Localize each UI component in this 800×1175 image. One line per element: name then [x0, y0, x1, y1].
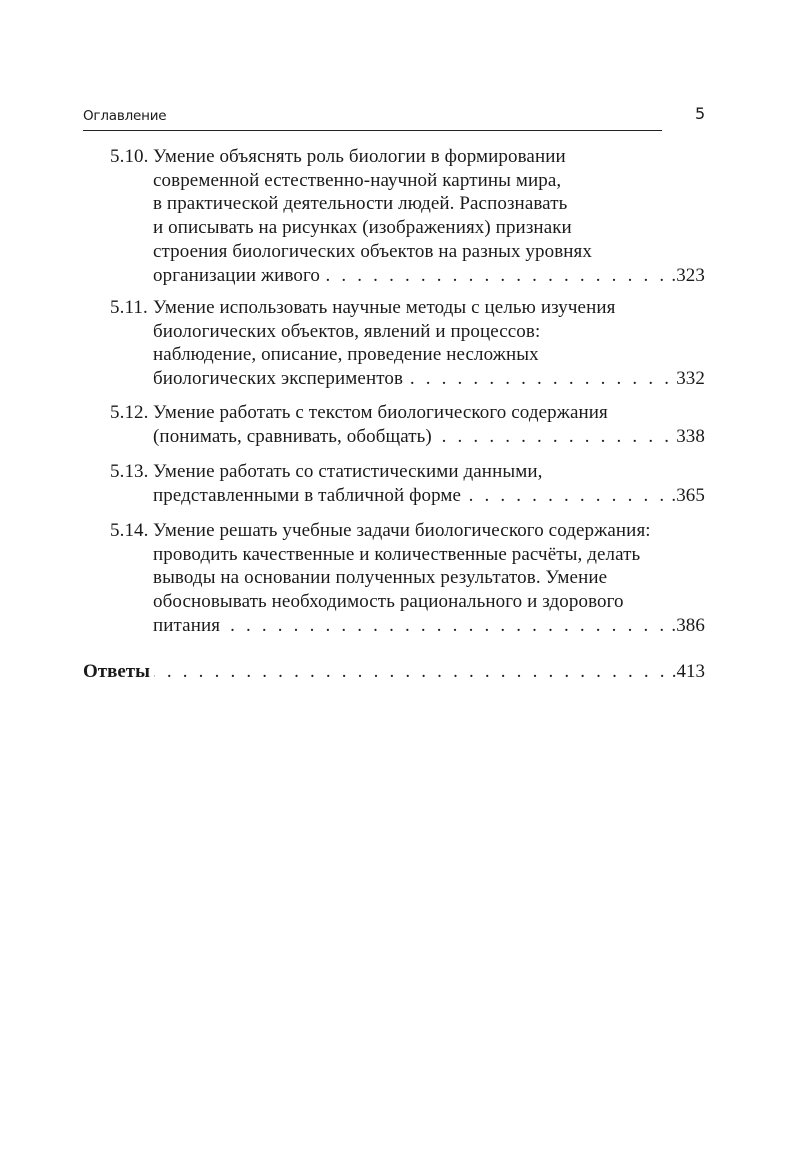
- toc-entry[interactable]: [110, 519, 705, 638]
- toc-entry[interactable]: [110, 145, 705, 287]
- toc-entry-line: и описывать на рисунках (изображениях) признаки: [153, 217, 572, 239]
- toc-entry-number: 5.12.: [110, 402, 149, 423]
- toc-entry-line: (понимать, сравнивать, обобщать): [153, 425, 432, 447]
- toc-entry[interactable]: [110, 401, 705, 448]
- dot-leader: [407, 367, 672, 391]
- dot-leader: [436, 425, 672, 449]
- dot-leader: [324, 264, 667, 288]
- toc-entry-line: современной естественно-научной картины мира,: [153, 169, 562, 191]
- toc-entry-line: организации живого: [153, 264, 321, 286]
- toc-entry-line: биологических экспериментов: [153, 368, 404, 390]
- toc-entry-line: в практической деятельности людей. Распознавать: [153, 193, 568, 215]
- toc-page-number: 338: [676, 425, 705, 447]
- toc-entry-answers[interactable]: [83, 660, 705, 684]
- toc-entry-last-line: [153, 264, 705, 288]
- header-title: Оглавление: [83, 108, 167, 124]
- toc-entry-line: обосновывать необходимость рационального и здорового: [153, 591, 624, 613]
- toc-entry-line: выводы на основании полученных результатов. Умение: [153, 567, 608, 589]
- toc-entry-line: наблюдение, описание, проведение несложных: [153, 344, 539, 366]
- toc-entry-number: 5.14.: [110, 520, 149, 541]
- toc-entry-line: Умение решать учебные задачи биологического содержания:: [153, 520, 651, 541]
- toc-page-number: 332: [676, 368, 705, 390]
- toc-entry-last-line: [153, 425, 705, 449]
- toc-entry-line: биологических объектов, явлений и процессов:: [153, 320, 541, 342]
- toc-entry-number: 5.11.: [110, 297, 148, 318]
- toc-page-number: .386: [671, 614, 705, 636]
- toc-entry-line: Умение объяснять роль биологии в формировании: [153, 146, 566, 167]
- toc-entry-line: представленными в табличной форме: [153, 484, 462, 506]
- toc-entry-last-line: [153, 614, 705, 638]
- toc-entry-number: 5.13.: [110, 461, 149, 482]
- toc-entry-title: Ответы: [83, 661, 150, 682]
- toc-page-number: .413: [671, 661, 705, 682]
- dot-leader: [224, 614, 667, 638]
- toc-entry-line: строения биологических объектов на разных уровнях: [153, 240, 592, 262]
- toc-entry-line: Умение использовать научные методы с целью изучения: [153, 297, 616, 318]
- toc-entry-line: Умение работать со статистическими данными,: [153, 461, 543, 482]
- running-header: [83, 106, 662, 131]
- dot-leader: [154, 660, 668, 684]
- toc-entry-number: 5.10.: [110, 146, 149, 167]
- toc-entry[interactable]: [110, 296, 705, 391]
- toc-page-number: .323: [671, 264, 705, 286]
- toc-entry-last-line: [153, 367, 705, 391]
- toc-entry[interactable]: [110, 460, 705, 507]
- toc-entry-line: питания: [153, 614, 221, 636]
- toc-entry-line: Умение работать с текстом биологического содержания: [153, 402, 608, 423]
- page-number: 5: [695, 104, 706, 123]
- toc-entry-line: проводить качественные и количественные расчёты, делать: [153, 543, 641, 565]
- toc-entry-last-line: [153, 484, 705, 508]
- toc-page-number: .365: [671, 484, 705, 506]
- dot-leader: [465, 484, 667, 508]
